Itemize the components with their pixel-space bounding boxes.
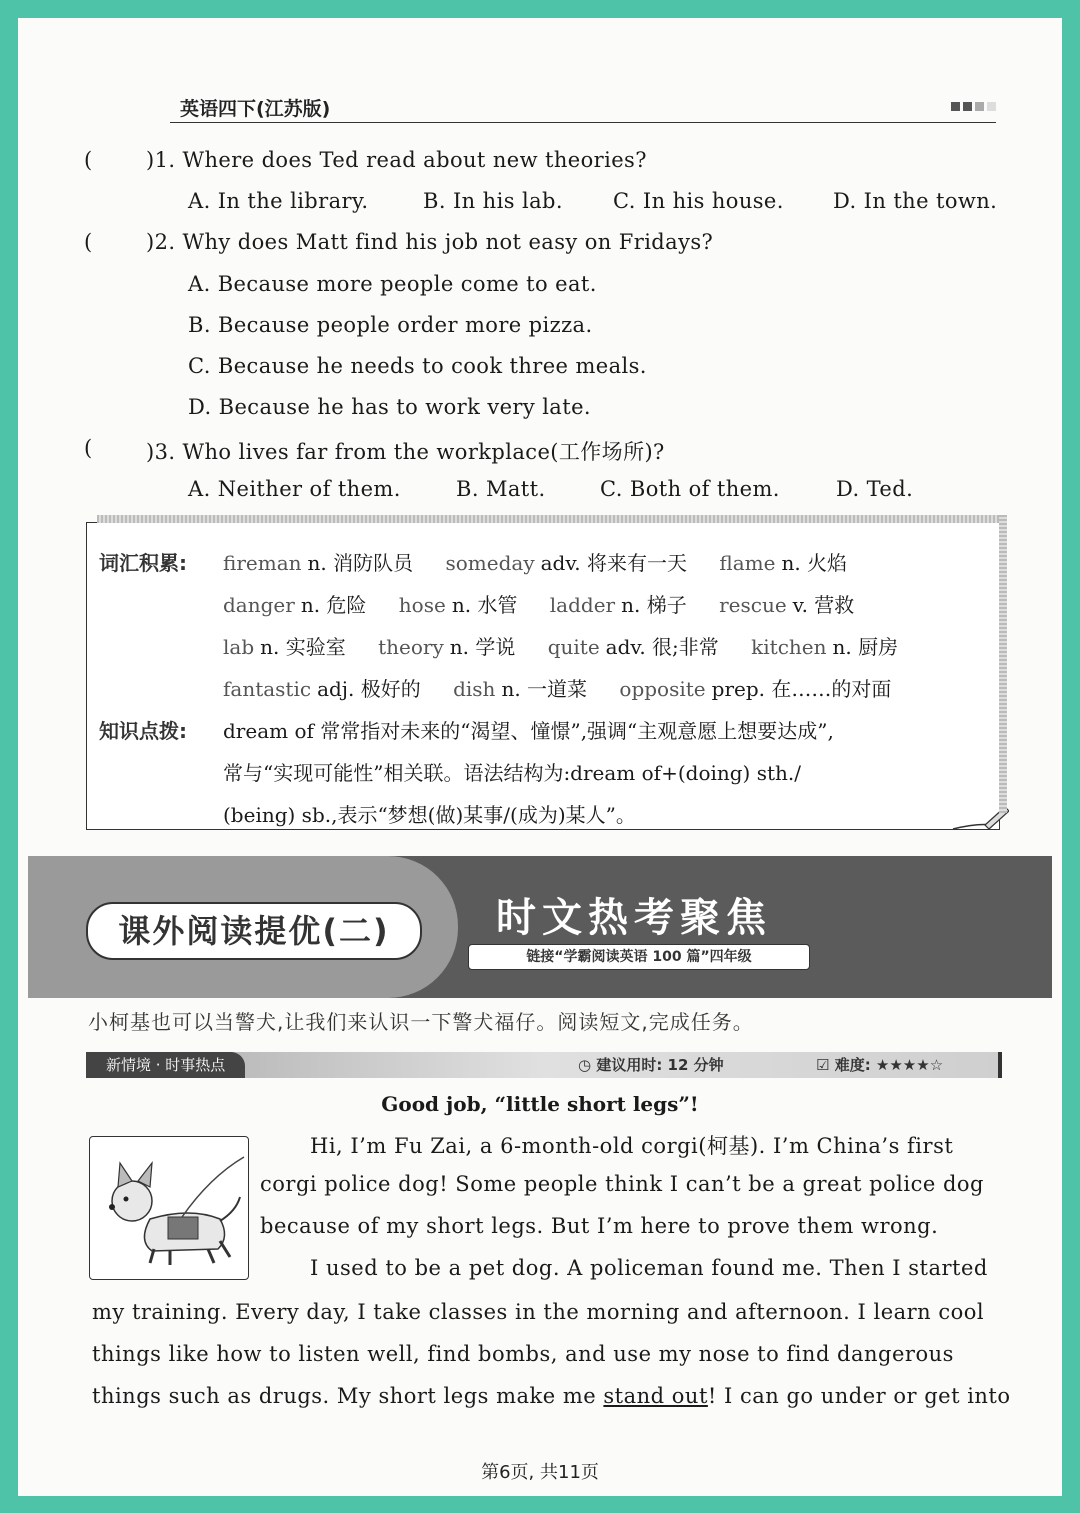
tip-label: 知识点拨: bbox=[99, 719, 187, 743]
section-banner bbox=[28, 856, 1052, 998]
reading-instruction: 小柯基也可以当警犬,让我们来认识一下警犬福仔。阅读短文,完成任务。 bbox=[88, 1010, 754, 1034]
story-line-1: Hi, I’m Fu Zai, a 6-month-old corgi(柯基). I’m China’s first bbox=[310, 1134, 954, 1158]
difficulty bbox=[816, 1054, 943, 1075]
context-tag: 新情境 · 时事热点 bbox=[86, 1052, 245, 1078]
book-title: 英语四下(江苏版) bbox=[180, 98, 331, 120]
banner-heading: 时文热考聚焦 bbox=[496, 895, 772, 941]
clock-icon: ◷ bbox=[578, 1056, 592, 1074]
question-1-option-b: B. In his lab. bbox=[423, 189, 563, 213]
section-title: 课外阅读提优(二) bbox=[86, 902, 422, 960]
page-header bbox=[170, 94, 996, 123]
page-number: 第6页, 共11页 bbox=[481, 1462, 599, 1483]
story-title: Good job, “little short legs”! bbox=[381, 1092, 699, 1116]
question-1-option-a: A. In the library. bbox=[188, 189, 369, 213]
question-3-option-d: D. Ted. bbox=[836, 477, 914, 501]
question-2-option-b: B. Because people order more pizza. bbox=[188, 313, 593, 337]
question-3-stem: )3. Who lives far from the workplace(工作场所)? bbox=[146, 440, 665, 464]
vocab-row-2: danger n. 危险 hose n. 水管 ladder n. 梯子 rescue v. 营救 bbox=[223, 593, 855, 617]
vocab-row-3: lab n. 实验室 theory n. 学说 quite adv. 很;非常 kitchen n. 厨房 bbox=[223, 635, 899, 659]
header-marks bbox=[951, 102, 996, 111]
tip-line-1: dream of 常常指对未来的“渴望、憧憬”,强调“主观意愿上想要达成”, bbox=[223, 719, 834, 743]
story-line-7-end: ! I can go under or get into bbox=[707, 1384, 1011, 1408]
question-1-stem: )1. Where does Ted read about new theories? bbox=[146, 148, 647, 172]
question-3-option-b: B. Matt. bbox=[456, 477, 546, 501]
corgi-dog-icon bbox=[90, 1137, 248, 1279]
answer-paren-2[interactable]: ( bbox=[84, 230, 93, 254]
story-line-7 bbox=[92, 1384, 1011, 1408]
check-icon: ☑ bbox=[816, 1056, 830, 1074]
answer-paren-3[interactable]: ( bbox=[84, 436, 93, 460]
question-1-option-c: C. In his house. bbox=[613, 189, 784, 213]
vocabulary-box bbox=[86, 522, 1000, 830]
question-3-option-a: A. Neither of them. bbox=[188, 477, 401, 501]
story-line-2: corgi police dog! Some people think I can’t be a great police dog bbox=[260, 1172, 984, 1196]
vocab-row-1: fireman n. 消防队员 someday adv. 将来有一天 flame n. 火焰 bbox=[223, 551, 848, 575]
difficulty-text: 难度: ★★★★☆ bbox=[834, 1056, 944, 1074]
question-2-option-c: C. Because he needs to cook three meals. bbox=[188, 354, 647, 378]
banner-link: 链接“学霸阅读英语 100 篇”四年级 bbox=[468, 944, 810, 970]
story-line-3: because of my short legs. But I’m here to prove them wrong. bbox=[260, 1214, 939, 1238]
question-1-option-d: D. In the town. bbox=[833, 189, 998, 213]
question-2-option-a: A. Because more people come to eat. bbox=[188, 272, 597, 296]
tip-line-3: (being) sb.,表示“梦想(做)某事/(成为)某人”。 bbox=[223, 803, 636, 827]
story-line-5: my training. Every day, I take classes in the morning and afternoon. I learn cool bbox=[92, 1300, 985, 1324]
answer-paren-1[interactable]: ( bbox=[84, 148, 93, 172]
time-text: 建议用时: 12 分钟 bbox=[596, 1056, 724, 1074]
document-page bbox=[18, 18, 1062, 1496]
question-2-stem: )2. Why does Matt find his job not easy on Fridays? bbox=[146, 230, 714, 254]
suggested-time bbox=[578, 1054, 724, 1075]
vocab-label: 词汇积累: bbox=[99, 551, 187, 575]
story-line-4: I used to be a pet dog. A policeman found me. Then I started bbox=[310, 1256, 988, 1280]
question-3-option-c: C. Both of them. bbox=[600, 477, 780, 501]
tip-line-2: 常与“实现可能性”相关联。语法结构为:dream of+(doing) sth./ bbox=[223, 761, 801, 785]
corgi-illustration bbox=[89, 1136, 249, 1280]
story-line-6: things like how to listen well, find bombs, and use my nose to find dangerous bbox=[92, 1342, 954, 1366]
question-2-option-d: D. Because he has to work very late. bbox=[188, 395, 591, 419]
underlined-phrase: stand out bbox=[603, 1384, 708, 1408]
pencil-icon bbox=[949, 801, 1009, 835]
info-bar bbox=[86, 1052, 1002, 1078]
vocab-row-4: fantastic adj. 极好的 dish n. 一道菜 opposite prep. 在……的对面 bbox=[223, 677, 892, 701]
story-line-7-start: things such as drugs. My short legs make me bbox=[92, 1384, 597, 1408]
